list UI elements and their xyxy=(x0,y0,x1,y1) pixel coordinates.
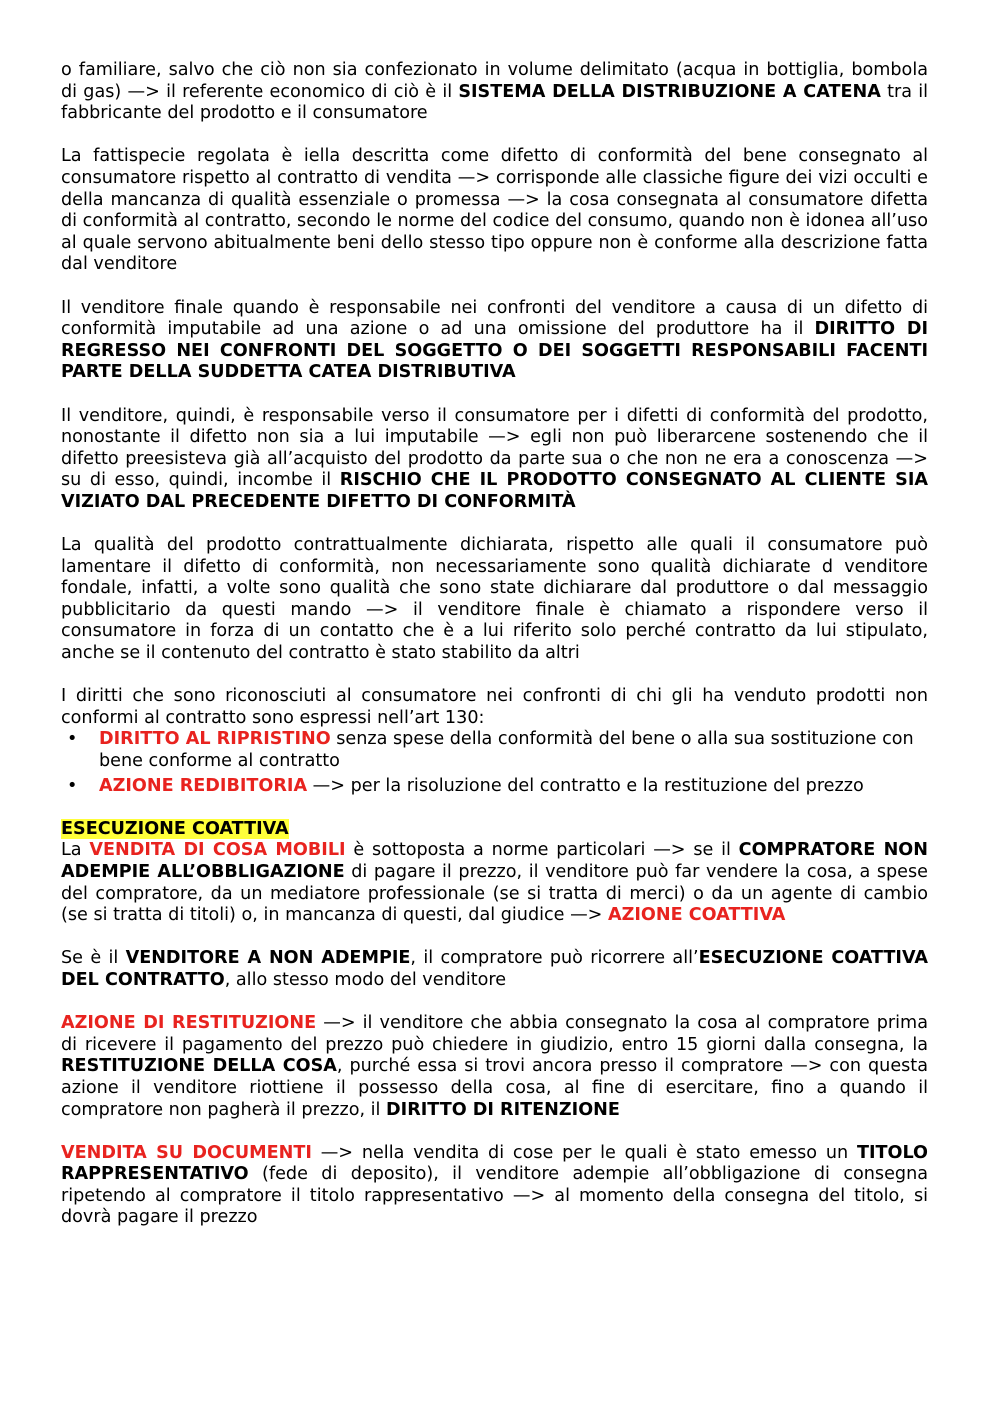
bullet-icon: • xyxy=(67,729,78,750)
paragraph-text: —> nella vendita di cose per le quali è stato emesso un xyxy=(311,1142,857,1163)
document-body xyxy=(61,60,928,1251)
red-term: VENDITA DI COSA MOBILI xyxy=(89,840,346,861)
paragraph-text: Il venditore finale quando è responsabile nei confronti del venditore a causa di un difetto di conformità imputabile ad una azione o ad una omissione del produttore ha il xyxy=(61,297,928,340)
paragraph-declared-quality xyxy=(61,535,928,665)
red-term: AZIONE REDIBITORIA xyxy=(99,775,308,796)
red-term: DIRITTO AL RIPRISTINO xyxy=(99,729,331,750)
red-term: VENDITA SU DOCUMENTI xyxy=(61,1142,312,1163)
consumer-rights-list xyxy=(61,729,928,797)
list-item-text: senza spese della conformità del bene o alla sua sostituzione con bene conforme al contratto xyxy=(99,729,914,771)
paragraph-sale-on-documents xyxy=(61,1143,928,1229)
paragraph-text: è sottoposta a norme particolari —> se il xyxy=(345,840,739,861)
bold-term: TITOLO RAPPRESENTATIVO xyxy=(61,1142,928,1185)
paragraph-seller-default xyxy=(61,948,928,991)
paragraph-coercive-sale xyxy=(61,840,928,926)
paragraph-text: tra il fabbricante del prodotto e il consumatore xyxy=(61,81,928,124)
paragraph-text: Il venditore, quindi, è responsabile verso il consumatore per i difetti di conformità del prodotto, nonostante il difetto non sia a lui imputabile —> egli non può liberarcene sostenendo che il difetto preesisteva già all’acquisto del prodotto da parte sua o che non ne era a conoscenza —> su di esso, quindi, incombe il xyxy=(61,405,928,491)
paragraph-consumer-rights xyxy=(61,686,928,729)
bullet-icon: • xyxy=(67,775,78,796)
paragraph-text: o familiare, salvo che ciò non sia confezionato in volume delimitato (acqua in bottiglia, bombola di gas) —> il referente economico di ciò è il xyxy=(61,60,928,102)
bold-term: DIRITTO DI REGRESSO NEI CONFRONTI DEL SOGGETTO O DEI SOGGETTI RESPONSABILI FACENTI PARTE DELLA SUDDETTA CATEA DISTRIBUTIVA xyxy=(61,319,929,383)
list-item xyxy=(61,729,928,772)
paragraph-text: —> il venditore che abbia consegnato la cosa al compratore prima di ricevere il pagamento del prezzo può chiedere in giudizio, entro 15 giorni dalla consegna, la xyxy=(61,1013,928,1055)
paragraph-restitution-action xyxy=(61,1013,928,1121)
bold-term: RESTITUZIONE DELLA COSA xyxy=(61,1056,337,1077)
list-item-text: —> per la risoluzione del contratto e la restituzione del prezzo xyxy=(307,775,864,796)
paragraph-text: (fede di deposito), il venditore adempie all’obbligazione di consegna ripetendo al compratore il titolo rappresentativo —> al momento della consegna del titolo, si dovrà pagare il prezzo xyxy=(61,1164,928,1228)
bold-term: COMPRATORE NON ADEMPIE ALL’OBBLIGAZIONE xyxy=(61,840,928,882)
paragraph-text: La xyxy=(61,840,90,861)
paragraph-text: La qualità del prodotto contrattualmente dichiarata, rispetto alle quali il consumatore può lamentare il difetto di conformità, non necessariamente sono qualità dichiarate d venditore fondale, infatti, a volte sono qualità che sono state dichiarare dal produttore o dal messaggio pubblicitario da questi mando —> il venditore finale è chiamato a rispondere verso il consumatore in forza di un contatto che è a lui riferito solo perché contratto da lui stipulato, anche se il contenuto del contratto è stato stabilito da altri xyxy=(61,535,928,664)
red-term: AZIONE COATTIVA xyxy=(608,905,786,926)
paragraph-right-of-recourse xyxy=(61,298,928,384)
section-heading: ESECUZIONE COATTIVA xyxy=(61,818,289,839)
paragraph-text: La fattispecie regolata è iella descritta come difetto di conformità del bene consegnato al consumatore rispetto al contratto di vendita —> corrisponde alle classiche figure dei vizi occulti e della mancanza di qualità essenziale o promessa —> la cosa consegnata al consumatore difetta di conformità al contratto, secondo le norme del codice del consumo, quando non è idonea all’uso al quale servono abitualmente beni dello stesso tipo oppure non è conforme alla descrizione fatta dal venditore xyxy=(61,146,928,275)
paragraph-text: Se è il xyxy=(61,948,126,969)
bold-term: DIRITTO DI RITENZIONE xyxy=(386,1099,620,1120)
paragraph-text: , purché essa si trovi ancora presso il compratore —> con questa azione il venditore riottiene il possesso della cosa, al fine di esercitare, fino a quando il compratore non pagherà il prezzo, il xyxy=(61,1056,928,1120)
red-term: AZIONE DI RESTITUZIONE xyxy=(61,1013,317,1034)
paragraph-text: di pagare il prezzo, il venditore può far vendere la cosa, a spese del compratore, da un mediatore professionale (se si tratta di merci) o da un agente di cambio (se si tratta di titoli) o, in mancanza di questi, dal giudice —> xyxy=(61,861,928,926)
bold-term: VENDITORE A NON ADEMPIE xyxy=(125,948,411,969)
paragraph-conformity-defect xyxy=(61,146,928,276)
list-item xyxy=(61,776,928,798)
bold-term: ESECUZIONE COATTIVA DEL CONTRATTO xyxy=(61,948,928,990)
bold-term: RISCHIO CHE IL PRODOTTO CONSEGNATO AL CLIENTE SIA VIZIATO DAL PRECEDENTE DIFETTO DI CONFORMITÀ xyxy=(61,470,928,512)
paragraph-distribution-chain xyxy=(61,60,928,125)
section-heading-row xyxy=(61,819,928,841)
bold-term: SISTEMA DELLA DISTRIBUZIONE A CATENA xyxy=(458,81,881,102)
paragraph-text: , il compratore può ricorrere all’ xyxy=(410,948,699,969)
paragraph-seller-responsibility xyxy=(61,406,928,514)
paragraph-text: , allo stesso modo del venditore xyxy=(224,969,507,990)
paragraph-text: I diritti che sono riconosciuti al consumatore nei confronti di chi gli ha venduto prodotti non conformi al contratto sono espressi nell’art 130: xyxy=(61,686,928,728)
